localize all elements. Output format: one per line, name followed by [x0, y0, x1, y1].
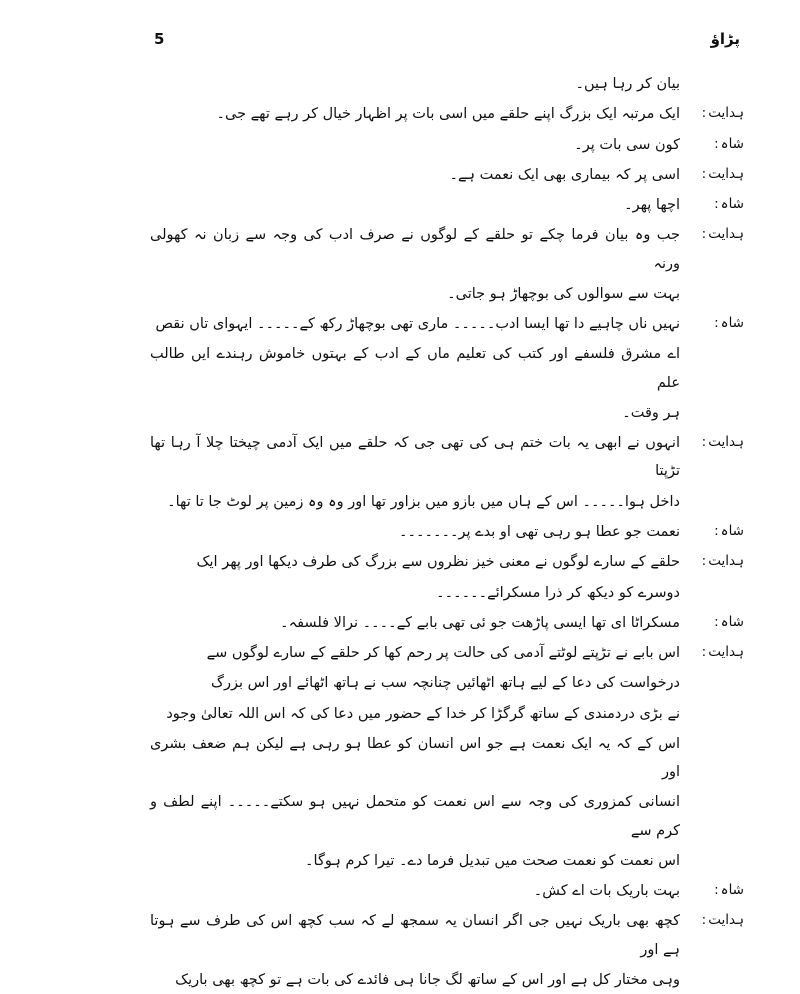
speaker-label: ہدایت:: [701, 105, 744, 122]
speaker-colon: :: [714, 315, 719, 332]
dialogue-body: [150, 70, 744, 994]
speaker-colon: :: [701, 912, 707, 929]
dialogue-text: نہیں ناں چاہیے دا تھا ایسا ادب۔۔۔۔۔ ماری تھی بوچھاڑ رکھ کے۔۔۔۔۔ ایہوای تاں نقص: [155, 316, 680, 333]
speaker-colon: :: [714, 522, 719, 539]
dialogue-text: نعمت جو عطا ہو رہی تھی او بدے پر۔۔۔۔۔۔۔: [398, 523, 680, 540]
dialogue-text: مسکراٹا ای تھا ایسی پاڑھت جو ئی تھی بابے کے۔۔۔۔ نرالا فلسفہ۔: [280, 614, 680, 631]
speaker-label: شاہ:: [714, 522, 744, 539]
book-title: پڑاؤ: [710, 30, 740, 48]
dialogue-row: [150, 639, 744, 667]
dialogue-text: اچھا پھر۔: [624, 197, 680, 214]
speaker-colon: :: [701, 165, 707, 182]
dialogue-text: اس کے کہ یہ ایک نعمت ہے جو اس انسان کو عطا ہو رہی ہے لیکن ہم ضعف بشری اور: [150, 735, 680, 781]
dialogue-row: [150, 161, 744, 189]
dialogue-row: [150, 399, 744, 427]
dialogue-row: [150, 131, 744, 159]
speaker-label: شاہ:: [714, 315, 744, 332]
dialogue-text: ہر وقت۔: [622, 404, 680, 421]
dialogue-text: بہت سے سوالوں کی بوچھاڑ ہو جاتی۔: [447, 285, 680, 302]
dialogue-row: [150, 669, 744, 697]
speaker-label: ہدایت:: [701, 165, 744, 182]
dialogue-text: بہت باریک بات اے کش۔: [533, 883, 680, 900]
dialogue-row: [150, 966, 744, 994]
dialogue-row: [150, 340, 744, 397]
dialogue-text: جب وہ بیان فرما چکے تو حلقے کے لوگوں نے صرف ادب کی وجہ سے زبان نہ کھولی ورنہ: [150, 227, 680, 272]
dialogue-row: [150, 518, 744, 546]
speaker-label: شاہ:: [714, 196, 744, 213]
dialogue-row: [150, 280, 744, 308]
speaker-label: ہدایت:: [701, 912, 744, 929]
speaker-colon: :: [714, 135, 719, 152]
dialogue-text: بیان کر رہا ہیں۔: [575, 76, 680, 92]
dialogue-row: [150, 609, 744, 637]
dialogue-row: [150, 221, 744, 278]
speaker-colon: :: [701, 226, 707, 243]
dialogue-text: اس نعمت کو نعمت صحت میں تبدیل فرما دے۔ تیرا کرم ہوگا۔: [305, 852, 680, 869]
dialogue-text: حلقے کے سارے لوگوں نے معنی خیز نظروں سے بزرگ کی طرف دیکھا اور پھر ایک: [196, 554, 680, 571]
speaker-label: شاہ:: [714, 613, 744, 630]
speaker-label: ہدایت:: [701, 553, 744, 570]
dialogue-text: اسی پر کہ بیماری بھی ایک نعمت ہے۔: [449, 166, 680, 183]
dialogue-row: [150, 907, 744, 964]
speaker-colon: :: [701, 644, 707, 661]
dialogue-row: [150, 730, 744, 787]
dialogue-row: [150, 429, 744, 486]
dialogue-text: کچھ بھی باریک نہیں جی اگر انسان یہ سمجھ لے کہ سب کچھ اس کی طرف سے ہوتا ہے اور: [150, 913, 680, 958]
dialogue-text: درخواست کی دعا کے لیے ہاتھ اٹھائیں چنانچہ سب نے ہاتھ اٹھائے اور اس بزرگ: [211, 675, 680, 692]
speaker-colon: :: [701, 434, 707, 451]
dialogue-text: وہی مختار کل ہے اور اس کے ساتھ لگ جانا ہی فائدے کی بات ہے تو کچھ بھی باریک: [175, 971, 680, 988]
dialogue-text: کون سی بات پر۔: [574, 136, 680, 153]
dialogue-row: [150, 488, 744, 516]
speaker-label: شاہ:: [714, 135, 744, 152]
dialogue-row: [150, 70, 744, 98]
speaker-colon: :: [701, 553, 707, 570]
speaker-label: ہدایت:: [701, 226, 744, 243]
dialogue-row: [150, 548, 744, 576]
dialogue-text: دوسرے کو دیکھ کر ذرا مسکرائے۔۔۔۔۔۔: [436, 584, 680, 601]
dialogue-text: انسانی کمزوری کی وجہ سے اس نعمت کو متحمل نہیں ہو سکتے۔۔۔۔۔ اپنے لطف و کرم سے: [150, 794, 680, 839]
dialogue-text: داخل ہوا۔۔۔۔۔ اس کے ہاں میں بازو میں بزاور تھا اور وہ وہ زمین پر لوٹ جا تا تھا۔: [167, 493, 680, 510]
dialogue-row: [150, 788, 744, 845]
speaker-label: شاہ:: [714, 882, 744, 899]
dialogue-row: [150, 700, 744, 728]
dialogue-text: ایک مرتبہ ایک بزرگ اپنے حلقے میں اسی بات پر اظہار خیال کر رہے تھے جی۔: [216, 106, 680, 123]
dialogue-row: [150, 100, 744, 128]
dialogue-text: انہوں نے ابھی یہ بات ختم ہی کی تھی جی کہ حلقے میں ایک آدمی چیختا چلا آ رہا تھا تڑپتا: [150, 435, 680, 480]
speaker-label: ہدایت:: [701, 644, 744, 661]
dialogue-text: اس بابے نے تڑپتے لوٹتے آدمی کی حالت پر رحم کھا کر حلقے کے سارے لوگوں سے: [206, 645, 680, 662]
speaker-colon: :: [701, 105, 707, 122]
dialogue-row: [150, 847, 744, 875]
speaker-label: ہدایت:: [701, 434, 744, 451]
page-header: [150, 30, 744, 48]
speaker-colon: :: [714, 882, 719, 899]
dialogue-row: [150, 191, 744, 219]
speaker-colon: :: [714, 196, 719, 213]
dialogue-row: [150, 877, 744, 905]
dialogue-text: نے بڑی دردمندی کے ساتھ گرگڑا کر خدا کے حضور میں دعا کی کہ اس اللہ تعالیٰ وجود: [166, 705, 680, 722]
speaker-colon: :: [714, 613, 719, 630]
dialogue-row: [150, 579, 744, 607]
dialogue-text: اے مشرق فلسفے اور کتب کی تعلیم ماں کے ادب کے بہتوں خاموش رہندے ایں طالب علم: [150, 346, 680, 391]
page-number: 5: [154, 30, 165, 48]
dialogue-row: [150, 310, 744, 338]
